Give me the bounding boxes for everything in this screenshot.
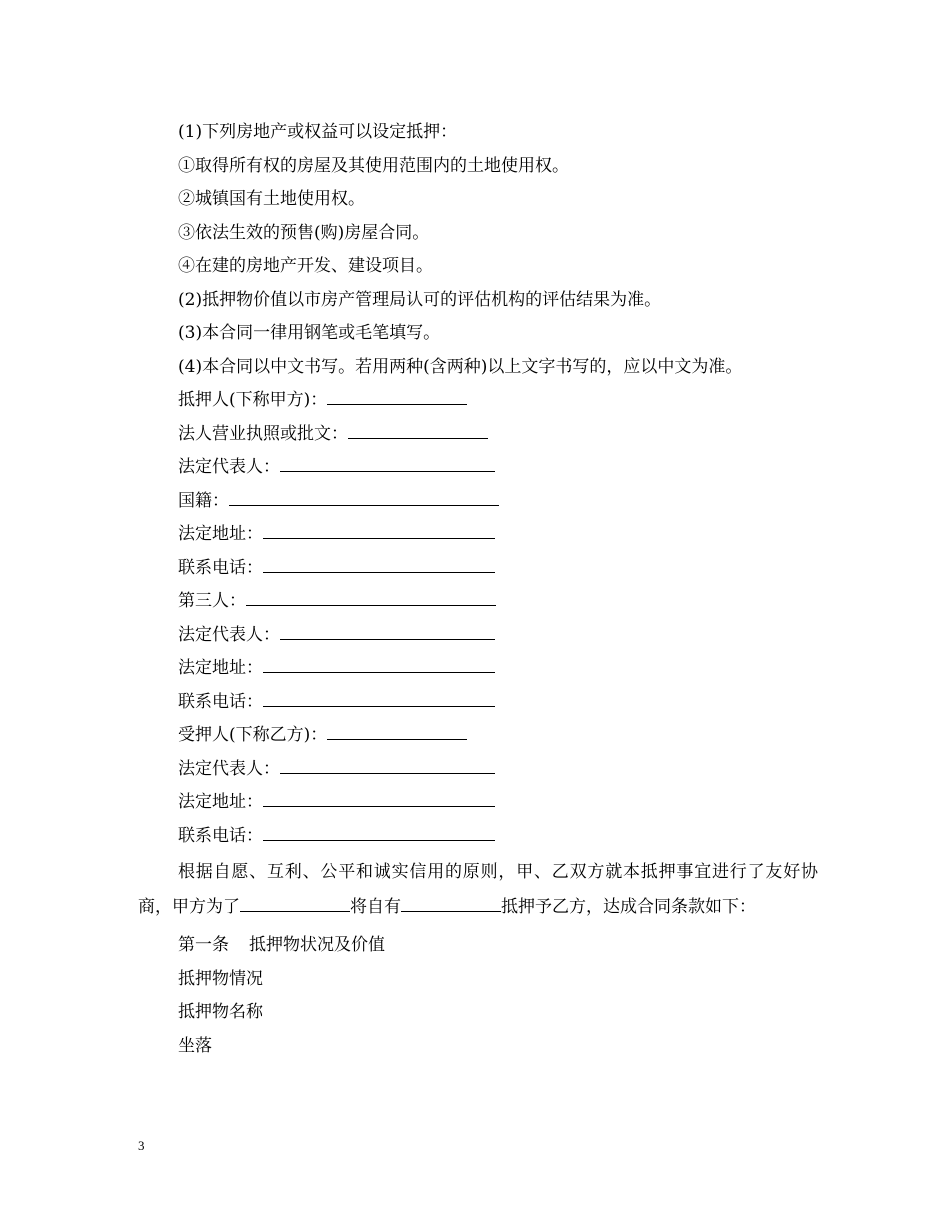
- form-field-legal-address: [138, 786, 818, 820]
- fill-in-blank[interactable]: [327, 720, 467, 740]
- fill-in-blank[interactable]: [280, 452, 495, 472]
- clause-line: ③依法生效的预售(购)房屋合同。: [178, 222, 430, 243]
- form-field-mortgagee: [138, 719, 818, 753]
- fill-in-blank[interactable]: [280, 620, 495, 640]
- fill-in-blank[interactable]: [280, 754, 495, 774]
- clause-line: (1)下列房地产或权益可以设定抵押：: [178, 122, 458, 142]
- field-label: 法定代表人：: [178, 457, 280, 477]
- article-title: 抵押物状况及价值: [249, 935, 385, 955]
- field-label: 法定地址：: [178, 524, 263, 544]
- fill-in-blank[interactable]: [263, 787, 495, 807]
- page-number: 3: [138, 1138, 145, 1153]
- field-label: 法定地址：: [178, 792, 263, 812]
- field-label: 法人营业执照或批文：: [178, 423, 348, 444]
- form-field-legal-representative: [138, 451, 818, 485]
- article-number: 第一条: [178, 935, 229, 955]
- form-field-legal-address: [138, 518, 818, 552]
- fill-in-blank[interactable]: [348, 419, 488, 439]
- clause-line: (3)本合同一律用钢笔或毛笔填写。: [178, 323, 441, 343]
- field-label: 法定代表人：: [178, 624, 280, 645]
- clause-line: (4)本合同以中文书写。若用两种(含两种)以上文字书写的，应以中文为准。: [178, 356, 743, 377]
- fill-in-blank[interactable]: [263, 653, 495, 673]
- form-field-legal-representative: [138, 753, 818, 787]
- clause-line: ④在建的房地产开发、建设项目。: [178, 256, 433, 276]
- clause-line: ①取得所有权的房屋及其使用范围内的土地使用权。: [178, 155, 569, 176]
- fill-in-blank[interactable]: [240, 892, 350, 912]
- form-field-third-party: [138, 585, 818, 619]
- fill-in-blank[interactable]: [263, 687, 495, 707]
- sub-item: 抵押物情况: [178, 968, 263, 989]
- agreement-paragraph: [138, 855, 818, 925]
- field-label: 联系电话：: [178, 557, 263, 578]
- form-field-legal-representative: [138, 619, 818, 653]
- field-label: 第三人：: [178, 591, 246, 611]
- field-label: 联系电话：: [178, 825, 263, 846]
- form-field-phone: [138, 820, 818, 854]
- document-body: [138, 116, 818, 1063]
- field-label: 抵押人(下称甲方)：: [178, 390, 328, 410]
- fill-in-blank[interactable]: [401, 892, 501, 912]
- fill-in-blank[interactable]: [263, 553, 495, 573]
- fill-in-blank[interactable]: [327, 385, 467, 405]
- form-field-phone: [138, 552, 818, 586]
- sub-item: 坐落: [178, 1035, 212, 1056]
- form-field-business-license: [138, 418, 818, 452]
- form-field-legal-address: [138, 652, 818, 686]
- clause-line: (2)抵押物价值以市房产管理局认可的评估机构的评估结果为准。: [178, 289, 662, 310]
- agreement-text: 将自有: [350, 897, 401, 917]
- agreement-text: 根据自愿、互利、公平和诚实信用的原则，甲、乙双方就本抵押事宜进行了友好协商，甲方为了: [138, 862, 818, 917]
- field-label: 联系电话：: [178, 691, 263, 712]
- article-heading: [138, 929, 818, 963]
- field-label: 国籍：: [178, 490, 229, 511]
- form-field-phone: [138, 686, 818, 720]
- form-field-nationality: [138, 485, 818, 519]
- fill-in-blank[interactable]: [263, 519, 495, 539]
- field-label: 受押人(下称乙方)：: [178, 725, 328, 745]
- field-label: 法定地址：: [178, 658, 263, 678]
- field-label: 法定代表人：: [178, 758, 280, 779]
- fill-in-blank[interactable]: [263, 821, 495, 841]
- fill-in-blank[interactable]: [246, 586, 496, 606]
- sub-item: 抵押物名称: [178, 1002, 263, 1022]
- fill-in-blank[interactable]: [229, 486, 499, 506]
- agreement-text: 抵押予乙方，达成合同条款如下：: [501, 897, 756, 917]
- clause-line: ②城镇国有土地使用权。: [178, 189, 365, 209]
- form-field-mortgagor: [138, 384, 818, 418]
